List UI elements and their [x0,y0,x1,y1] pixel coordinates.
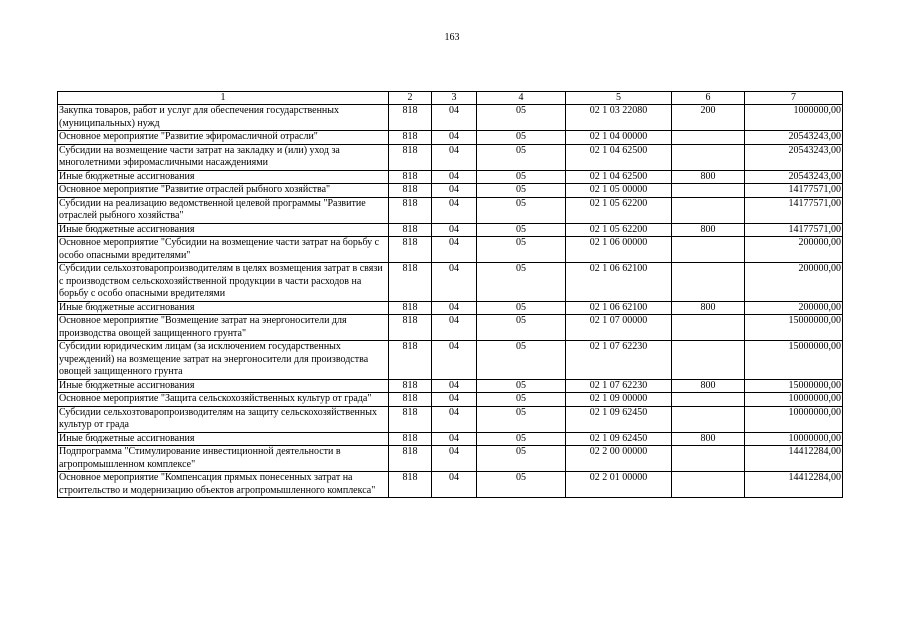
expense-type-cell: 800 [672,432,745,446]
row-name-cell: Субсидии сельхозтоваропроизводителям на защиту сельскохозяйственных культур от града [58,406,389,432]
expense-type-cell [672,446,745,472]
header-cell: 4 [477,92,566,105]
subsection-code-cell: 05 [477,406,566,432]
subsection-code-cell: 05 [477,301,566,315]
amount-cell: 15000000,00 [745,341,843,380]
section-code-cell: 04 [432,379,477,393]
target-article-cell: 02 1 06 00000 [566,237,672,263]
subsection-code-cell: 05 [477,393,566,407]
section-code-cell: 04 [432,472,477,498]
target-article-cell: 02 1 04 62500 [566,144,672,170]
table-row [58,170,843,184]
section-code-cell: 04 [432,105,477,131]
section-code-cell: 04 [432,131,477,145]
expense-type-cell [672,131,745,145]
expense-type-cell [672,263,745,302]
subsection-code-cell: 05 [477,131,566,145]
header-cell: 1 [58,92,389,105]
expense-type-cell [672,393,745,407]
target-article-cell: 02 1 07 62230 [566,379,672,393]
expense-type-cell [672,472,745,498]
target-article-cell: 02 1 09 00000 [566,393,672,407]
section-code-cell: 04 [432,263,477,302]
expense-type-cell [672,197,745,223]
target-article-cell: 02 1 06 62100 [566,301,672,315]
subsection-code-cell: 05 [477,446,566,472]
target-article-cell: 02 1 07 00000 [566,315,672,341]
amount-cell: 10000000,00 [745,406,843,432]
amount-cell: 10000000,00 [745,432,843,446]
row-name-cell: Основное мероприятие "Субсидии на возмещение части затрат на борьбу с особо опасными вредителями" [58,237,389,263]
row-name-cell: Субсидии на возмещение части затрат на закладку и (или) уход за многолетними эфиромасличными насаждениями [58,144,389,170]
table-row [58,393,843,407]
row-name-cell: Основное мероприятие "Защита сельскохозяйственных культур от града" [58,393,389,407]
target-article-cell: 02 2 01 00000 [566,472,672,498]
section-code-cell: 04 [432,170,477,184]
row-name-cell: Иные бюджетные ассигнования [58,301,389,315]
row-name-cell: Основное мероприятие "Развитие отраслей рыбного хозяйства" [58,184,389,198]
table-row [58,432,843,446]
section-code-cell: 04 [432,144,477,170]
ministry-code-cell: 818 [389,446,432,472]
ministry-code-cell: 818 [389,379,432,393]
section-code-cell: 04 [432,315,477,341]
row-name-cell: Основное мероприятие "Возмещение затрат на энергоносители для производства овощей защищенного грунта" [58,315,389,341]
amount-cell: 20543243,00 [745,131,843,145]
table-row [58,315,843,341]
subsection-code-cell: 05 [477,315,566,341]
subsection-code-cell: 05 [477,184,566,198]
row-name-cell: Иные бюджетные ассигнования [58,170,389,184]
expense-type-cell [672,237,745,263]
ministry-code-cell: 818 [389,341,432,380]
target-article-cell: 02 1 04 62500 [566,170,672,184]
row-name-cell: Основное мероприятие "Развитие эфиромасличной отрасли" [58,131,389,145]
ministry-code-cell: 818 [389,223,432,237]
ministry-code-cell: 818 [389,472,432,498]
ministry-code-cell: 818 [389,393,432,407]
ministry-code-cell: 818 [389,237,432,263]
ministry-code-cell: 818 [389,144,432,170]
row-name-cell: Подпрограмма "Стимулирование инвестиционной деятельности в агропромышленном комплексе" [58,446,389,472]
target-article-cell: 02 1 03 22080 [566,105,672,131]
ministry-code-cell: 818 [389,263,432,302]
row-name-cell: Иные бюджетные ассигнования [58,379,389,393]
amount-cell: 20543243,00 [745,144,843,170]
table-row [58,379,843,393]
amount-cell: 15000000,00 [745,315,843,341]
expense-type-cell [672,341,745,380]
ministry-code-cell: 818 [389,406,432,432]
target-article-cell: 02 2 00 00000 [566,446,672,472]
table-row [58,446,843,472]
section-code-cell: 04 [432,393,477,407]
header-cell: 6 [672,92,745,105]
section-code-cell: 04 [432,341,477,380]
subsection-code-cell: 05 [477,144,566,170]
ministry-code-cell: 818 [389,315,432,341]
table-row [58,341,843,380]
amount-cell: 20543243,00 [745,170,843,184]
header-cell: 5 [566,92,672,105]
target-article-cell: 02 1 07 62230 [566,341,672,380]
expense-type-cell [672,315,745,341]
amount-cell: 14412284,00 [745,446,843,472]
section-code-cell: 04 [432,301,477,315]
subsection-code-cell: 05 [477,263,566,302]
target-article-cell: 02 1 04 00000 [566,131,672,145]
header-cell: 7 [745,92,843,105]
target-article-cell: 02 1 05 62200 [566,197,672,223]
subsection-code-cell: 05 [477,379,566,393]
expense-type-cell: 800 [672,379,745,393]
page-number: 163 [444,32,460,43]
ministry-code-cell: 818 [389,197,432,223]
row-name-cell: Основное мероприятие "Компенсация прямых понесенных затрат на строительство и модернизацию объектов агропромышленного комплекса" [58,472,389,498]
table-row [58,472,843,498]
expense-type-cell [672,406,745,432]
section-code-cell: 04 [432,237,477,263]
amount-cell: 14177571,00 [745,223,843,237]
target-article-cell: 02 1 05 62200 [566,223,672,237]
subsection-code-cell: 05 [477,341,566,380]
target-article-cell: 02 1 09 62450 [566,432,672,446]
table-row [58,237,843,263]
section-code-cell: 04 [432,197,477,223]
section-code-cell: 04 [432,432,477,446]
target-article-cell: 02 1 09 62450 [566,406,672,432]
subsection-code-cell: 05 [477,223,566,237]
subsection-code-cell: 05 [477,237,566,263]
amount-cell: 1000000,00 [745,105,843,131]
section-code-cell: 04 [432,223,477,237]
expense-type-cell: 200 [672,105,745,131]
section-code-cell: 04 [432,406,477,432]
amount-cell: 200000,00 [745,263,843,302]
ministry-code-cell: 818 [389,170,432,184]
header-cell: 3 [432,92,477,105]
ministry-code-cell: 818 [389,301,432,315]
table-row [58,301,843,315]
table-row [58,131,843,145]
header-cell: 2 [389,92,432,105]
target-article-cell: 02 1 06 62100 [566,263,672,302]
subsection-code-cell: 05 [477,105,566,131]
table-row [58,406,843,432]
row-name-cell: Иные бюджетные ассигнования [58,223,389,237]
amount-cell: 14177571,00 [745,197,843,223]
row-name-cell: Субсидии на реализацию ведомственной целевой программы "Развитие отраслей рыбного хозяйства" [58,197,389,223]
ministry-code-cell: 818 [389,105,432,131]
amount-cell: 14177571,00 [745,184,843,198]
amount-cell: 14412284,00 [745,472,843,498]
row-name-cell: Иные бюджетные ассигнования [58,432,389,446]
row-name-cell: Субсидии сельхозтоваропроизводителям в целях возмещения затрат в связи с производством сельскохозяйственной продукции в части расходов на борьбу с особо опасными вредителями [58,263,389,302]
row-name-cell: Закупка товаров, работ и услуг для обеспечения государственных (муниципальных) нужд [58,105,389,131]
target-article-cell: 02 1 05 00000 [566,184,672,198]
ministry-code-cell: 818 [389,432,432,446]
section-code-cell: 04 [432,184,477,198]
expense-type-cell [672,144,745,170]
subsection-code-cell: 05 [477,170,566,184]
table-row [58,184,843,198]
subsection-code-cell: 05 [477,197,566,223]
table-row [58,144,843,170]
subsection-code-cell: 05 [477,472,566,498]
table-row [58,263,843,302]
ministry-code-cell: 818 [389,184,432,198]
expense-type-cell: 800 [672,223,745,237]
amount-cell: 10000000,00 [745,393,843,407]
table-row [58,197,843,223]
subsection-code-cell: 05 [477,432,566,446]
expense-type-cell: 800 [672,301,745,315]
table-row [58,223,843,237]
expense-type-cell [672,184,745,198]
section-code-cell: 04 [432,446,477,472]
header-row [58,92,843,105]
ministry-code-cell: 818 [389,131,432,145]
amount-cell: 15000000,00 [745,379,843,393]
amount-cell: 200000,00 [745,301,843,315]
budget-table [57,91,843,498]
table-row [58,105,843,131]
amount-cell: 200000,00 [745,237,843,263]
expense-type-cell: 800 [672,170,745,184]
row-name-cell: Субсидии юридическим лицам (за исключением государственных учреждений) на возмещение затрат на энергоносители для производства овощей защищенного грунта [58,341,389,380]
